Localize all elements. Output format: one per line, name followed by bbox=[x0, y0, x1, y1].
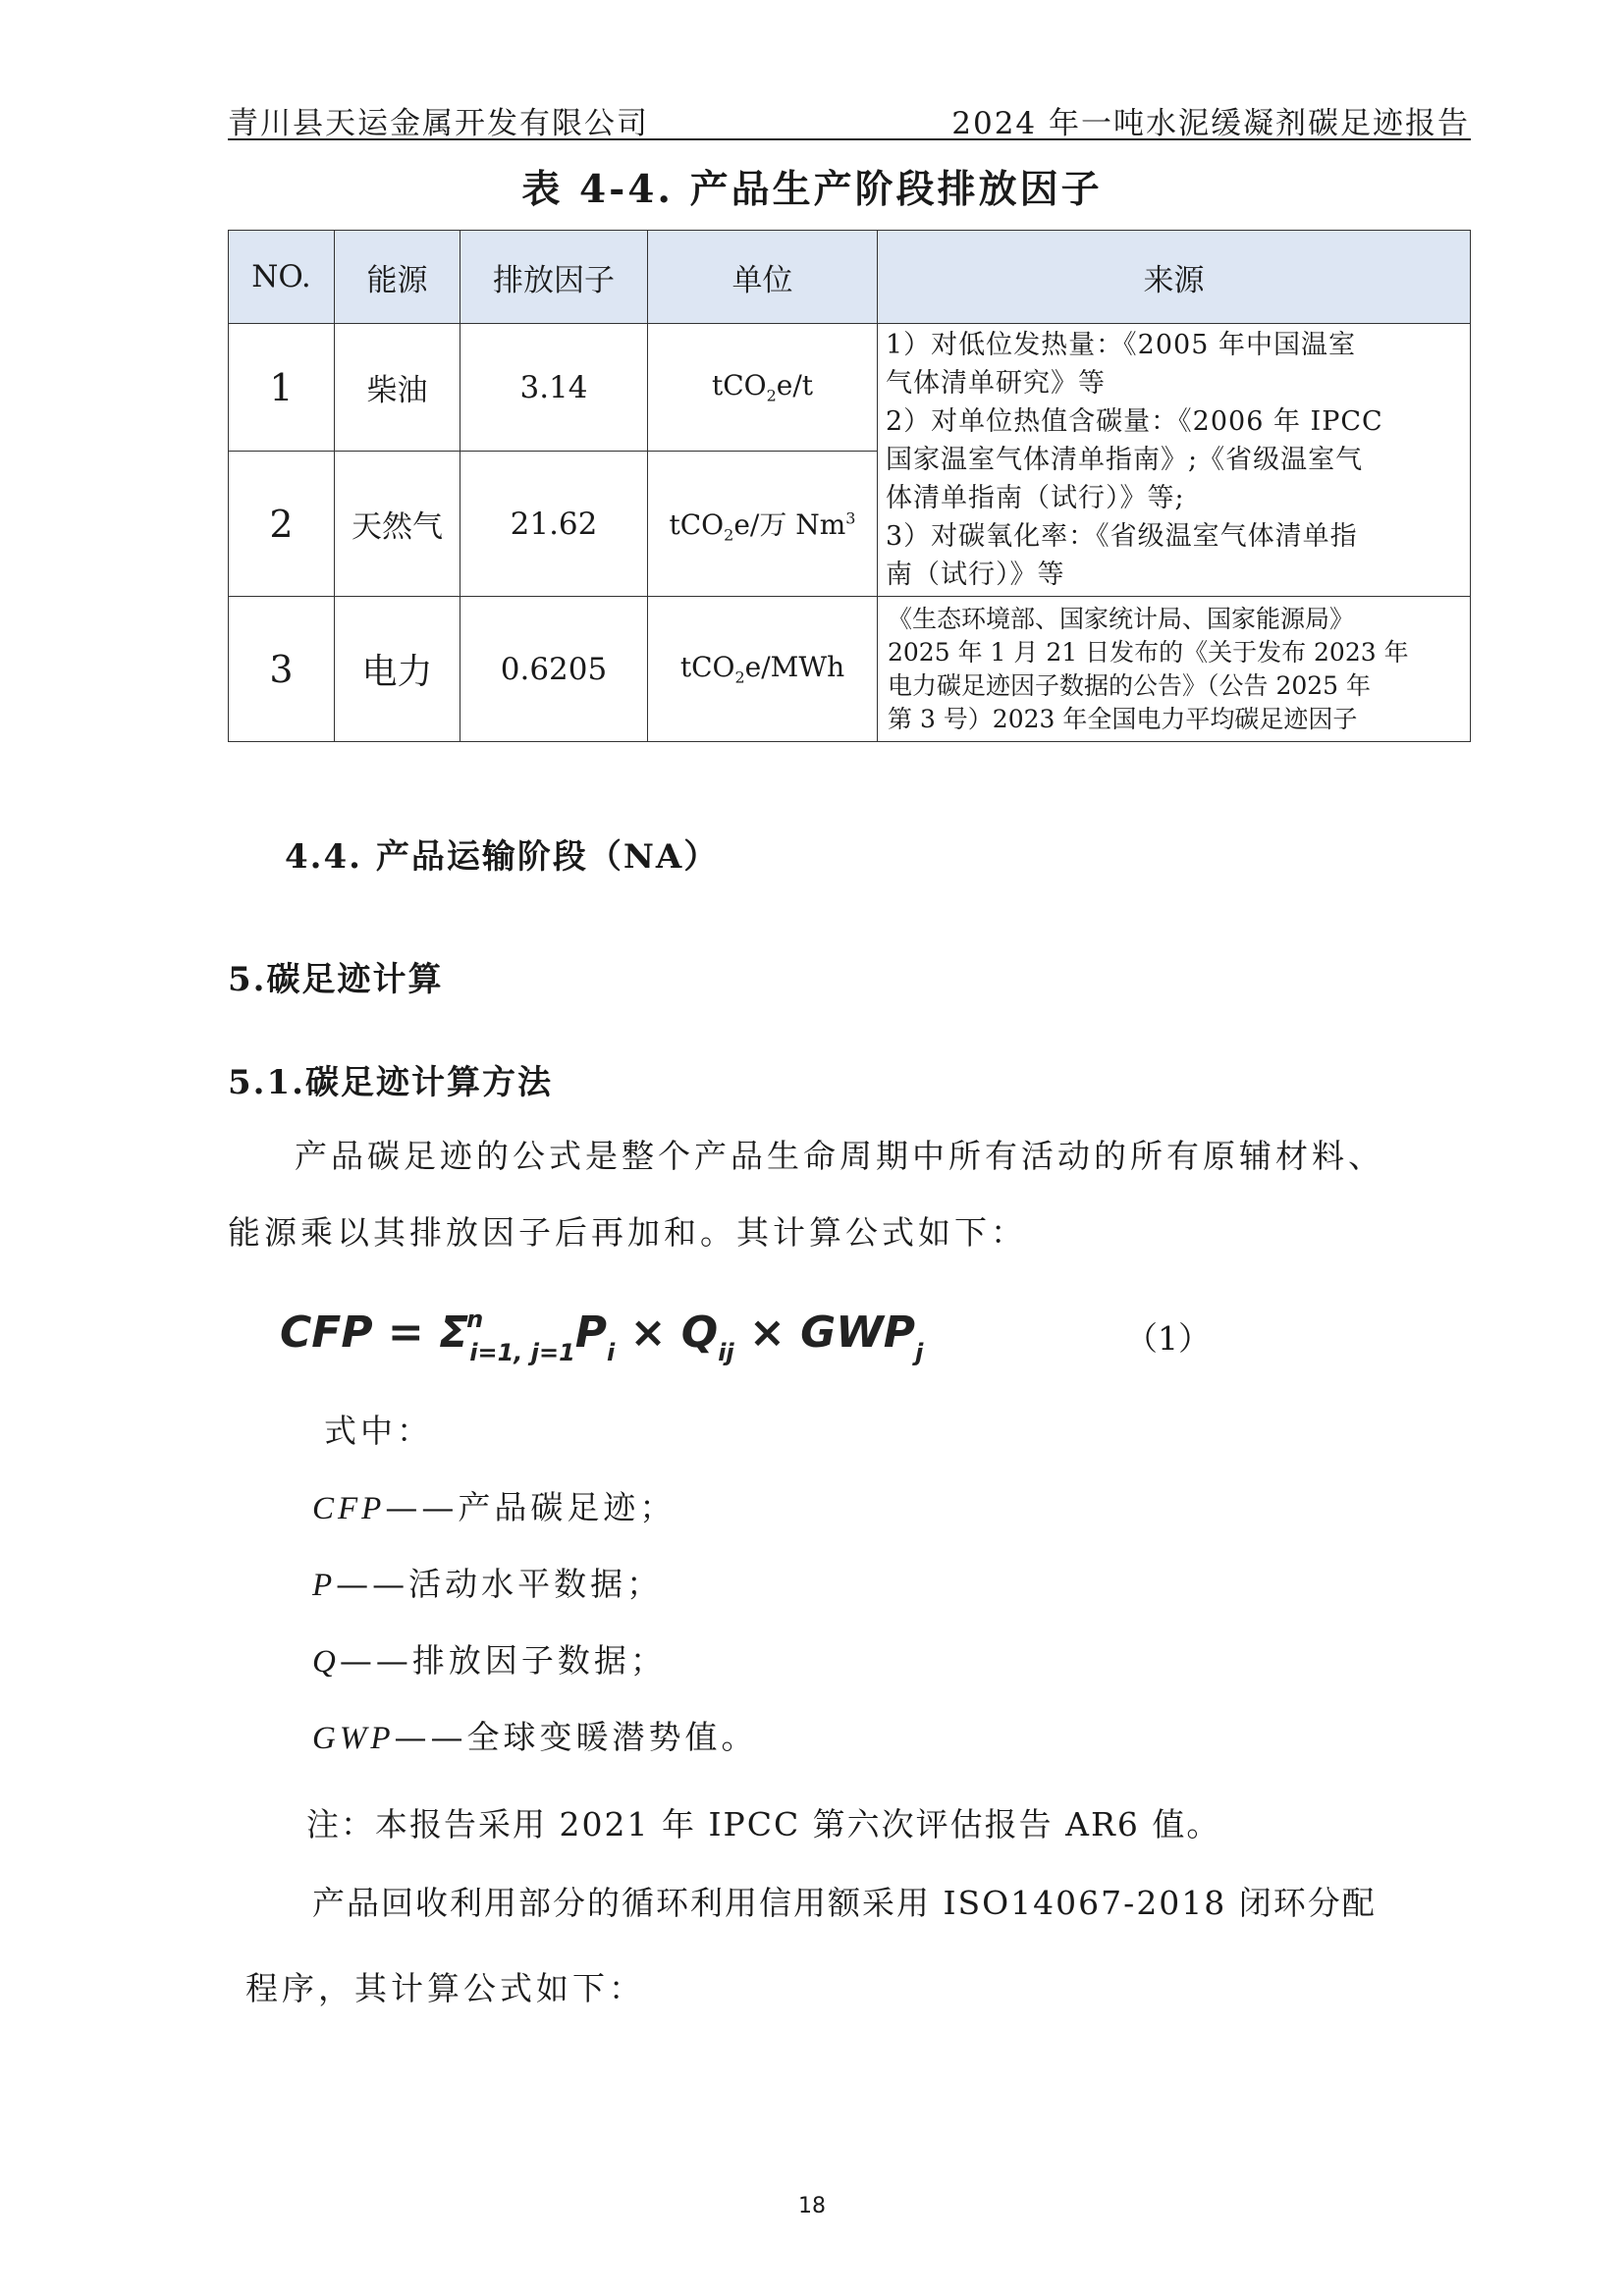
source-line: 2025 年 1 月 21 日发布的《关于发布 2023 年 bbox=[888, 637, 1409, 667]
cfp-formula: CFP = $\Sigma^n_{i=1, j=1}P_i \times Q_{ij} \times GWP_j$ bbox=[280, 1306, 924, 1366]
source-line: 1）对低位发热量：《2005 年中国温室 bbox=[886, 330, 1356, 360]
row-unit: tCO$_2$e/MWh bbox=[648, 597, 878, 742]
header-rule bbox=[228, 138, 1471, 140]
col-header-no: NO. bbox=[229, 231, 335, 324]
emission-factor-table bbox=[228, 230, 1471, 742]
col-header-source: 来源 bbox=[878, 231, 1471, 324]
paragraph-line: 产品碳足迹的公式是整个产品生命周期中所有活动的所有原辅材料、 bbox=[295, 1137, 1384, 1175]
source-line: 南（试行）》等 bbox=[886, 560, 1065, 590]
row-energy: 电力 bbox=[335, 597, 460, 742]
section-4-4-heading: 4.4. 产品运输阶段（NA） bbox=[285, 837, 720, 877]
section-5-heading: 5.碳足迹计算 bbox=[228, 960, 444, 999]
equation-number: （1） bbox=[1125, 1319, 1211, 1358]
table-row bbox=[229, 324, 1471, 452]
row-no: 1 bbox=[229, 324, 335, 452]
page-number: 18 bbox=[798, 2194, 826, 2218]
paragraph-line: 能源乘以其排放因子后再加和。其计算公式如下： bbox=[228, 1213, 1027, 1252]
row-source bbox=[878, 597, 1471, 742]
table-header-row bbox=[229, 231, 1471, 324]
paragraph-line: 程序，其计算公式如下： bbox=[245, 1969, 645, 2007]
table-title: 表 4-4. 产品生产阶段排放因子 bbox=[521, 167, 1103, 212]
row-energy: 柴油 bbox=[335, 324, 460, 452]
source-line: 气体清单研究》等 bbox=[886, 368, 1106, 399]
definition-cfp: CFP——产品碳足迹； bbox=[312, 1488, 677, 1526]
row-factor: 0.6205 bbox=[460, 597, 648, 742]
row-source-merged bbox=[878, 324, 1471, 597]
source-line: 体清单指南（试行）》等; bbox=[886, 483, 1185, 513]
row-unit: tCO$_2$e/t bbox=[648, 324, 878, 452]
section-5-1-heading: 5.1.碳足迹计算方法 bbox=[228, 1063, 553, 1102]
source-line: 3）对碳氧化率：《省级温室气体清单指 bbox=[886, 521, 1358, 552]
definition-q: Q——排放因子数据； bbox=[312, 1641, 667, 1680]
row-factor: 3.14 bbox=[460, 324, 648, 452]
row-energy: 天然气 bbox=[335, 452, 460, 597]
source-line: 2）对单位热值含碳量：《2006 年 IPCC bbox=[886, 406, 1383, 437]
row-factor: 21.62 bbox=[460, 452, 648, 597]
col-header-energy: 能源 bbox=[335, 231, 460, 324]
header-company: 青川县天运金属开发有限公司 bbox=[228, 106, 649, 141]
source-line: 《生态环境部、国家统计局、国家能源局》 bbox=[888, 604, 1355, 633]
col-header-unit: 单位 bbox=[648, 231, 878, 324]
note: 注：本报告采用 2021 年 IPCC 第六次评估报告 AR6 值。 bbox=[306, 1805, 1221, 1843]
definition-p: P——活动水平数据； bbox=[312, 1565, 664, 1603]
row-no: 2 bbox=[229, 452, 335, 597]
row-no: 3 bbox=[229, 597, 335, 742]
definition-gwp: GWP——全球变暖潜势值。 bbox=[312, 1718, 758, 1756]
header-report-title: 2024 年一吨水泥缓凝剂碳足迹报告 bbox=[951, 106, 1470, 141]
table-row bbox=[229, 597, 1471, 742]
source-line: 电力碳足迹因子数据的公告》（公告 2025 年 bbox=[888, 670, 1372, 700]
source-line: 国家温室气体清单指南》;《省级温室气 bbox=[886, 445, 1364, 475]
row-unit: tCO$_2$e/万 Nm$^3$ bbox=[648, 452, 878, 597]
paragraph-line: 产品回收利用部分的循环利用信用额采用 ISO14067-2018 闭环分配 bbox=[312, 1884, 1377, 1922]
col-header-factor: 排放因子 bbox=[460, 231, 648, 324]
source-line: 第 3 号）2023 年全国电力平均碳足迹因子 bbox=[888, 704, 1358, 733]
where-label: 式中： bbox=[324, 1412, 433, 1450]
